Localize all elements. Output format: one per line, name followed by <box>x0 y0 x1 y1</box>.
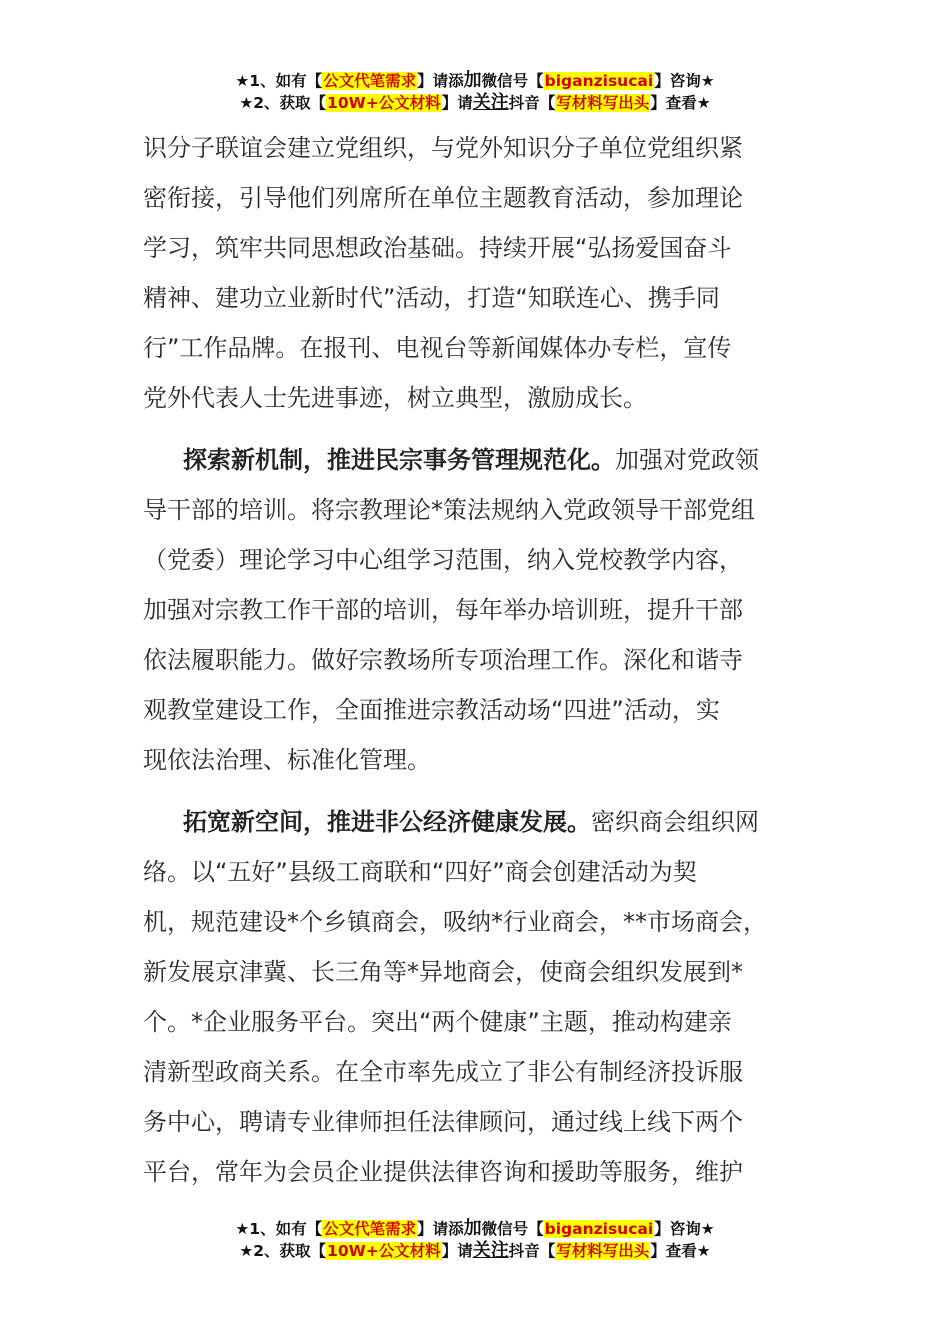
banner-text: ★1、如有【 <box>235 72 323 90</box>
banner-text: 】请 <box>441 94 473 112</box>
banner-text: 】查看★ <box>650 1242 711 1260</box>
text-line: （党委）理论学习中心组学习范围，纳入党校教学内容， <box>143 546 743 574</box>
text-line: 清新型政商关系。在全市率先成立了非公有制经济投诉服 <box>143 1058 743 1086</box>
text-fragment: 密织商会组织网 <box>591 808 759 836</box>
banner-emphasis: 加 <box>463 70 482 91</box>
text-line: 行”工作品牌。在报刊、电视台等新闻媒体办专栏，宣传 <box>143 334 732 362</box>
text-line: 务中心，聘请专业律师担任法律顾问，通过线上线下两个 <box>143 1108 743 1136</box>
text-line: 依法履职能力。做好宗教场所专项治理工作。深化和谐寺 <box>143 646 743 674</box>
text-line: 识分子联谊会建立党组织，与党外知识分子单位党组织紧 <box>143 134 743 162</box>
paragraph-2 <box>143 435 833 785</box>
banner-highlight: 公文代笔需求 <box>323 72 417 90</box>
banner-emphasis: 关注 <box>472 92 509 113</box>
footer-banner <box>0 1218 950 1262</box>
text-fragment: 加强对党政领 <box>615 446 759 474</box>
paragraph-1 <box>143 123 833 423</box>
text-line: 观教堂建设工作，全面推进宗教活动场“四进”活动，实 <box>143 696 720 724</box>
banner-text: 微信号【 <box>481 1220 544 1238</box>
text-line: 机，规范建设*个乡镇商会，吸纳*行业商会，**市场商会， <box>143 908 767 936</box>
banner-highlight: 公文代笔需求 <box>323 1220 417 1238</box>
text-line: 现依法治理、标准化管理。 <box>143 746 431 774</box>
banner-text: 】咨询★ <box>654 1220 715 1238</box>
text-line <box>143 435 833 485</box>
banner-emphasis: 加 <box>463 1218 482 1239</box>
text-line: 精神、建功立业新时代”活动，打造“知联连心、携手同 <box>143 284 720 312</box>
text-line: 个。*企业服务平台。突出“两个健康”主题，推动构建亲 <box>143 1008 732 1036</box>
banner-text: 】请 <box>441 1242 473 1260</box>
banner-text: 抖音【 <box>508 94 556 112</box>
banner-text: ★2、获取【 <box>239 94 327 112</box>
banner-highlight: biganzisucai <box>544 72 654 90</box>
text-line: 学习，筑牢共同思想政治基础。持续开展“弘扬爱国奋斗 <box>143 234 732 262</box>
banner-highlight: 10W+公文材料 <box>327 1242 441 1260</box>
banner-emphasis: 关注 <box>472 1240 509 1261</box>
banner-text: 抖音【 <box>508 1242 556 1260</box>
text-line: 导干部的培训。将宗教理论*策法规纳入党政领导干部党组 <box>143 496 755 524</box>
text-line: 党外代表人士先进事迹，树立典型，激励成长。 <box>143 384 647 412</box>
banner-highlight: 写材料写出头 <box>556 1242 650 1260</box>
section-heading: 探索新机制，推进民宗事务管理规范化。 <box>183 446 615 474</box>
banner-highlight: 写材料写出头 <box>556 94 650 112</box>
text-line <box>143 797 833 847</box>
banner-text: 】咨询★ <box>654 72 715 90</box>
paragraph-3 <box>143 797 833 1197</box>
banner-line-1 <box>0 70 950 92</box>
banner-text: 微信号【 <box>481 72 544 90</box>
banner-line-1 <box>0 1218 950 1240</box>
banner-highlight: biganzisucai <box>544 1220 654 1238</box>
banner-line-2 <box>0 1240 950 1262</box>
text-line: 新发展京津冀、长三角等*异地商会，使商会组织发展到* <box>143 958 743 986</box>
text-line: 密衔接，引导他们列席所在单位主题教育活动，参加理论 <box>143 184 743 212</box>
header-banner <box>0 70 950 114</box>
banner-text: 】请添 <box>417 1220 464 1238</box>
text-line: 络。以“五好”县级工商联和“四好”商会创建活动为契 <box>143 858 697 886</box>
banner-text: ★1、如有【 <box>235 1220 323 1238</box>
document-body <box>143 123 833 1197</box>
section-heading: 拓宽新空间，推进非公经济健康发展。 <box>183 808 591 836</box>
banner-line-2 <box>0 92 950 114</box>
text-line: 加强对宗教工作干部的培训，每年举办培训班，提升干部 <box>143 596 743 624</box>
banner-text: ★2、获取【 <box>239 1242 327 1260</box>
text-line: 平台，常年为会员企业提供法律咨询和援助等服务，维护 <box>143 1158 743 1186</box>
banner-highlight: 10W+公文材料 <box>327 94 441 112</box>
banner-text: 】查看★ <box>650 94 711 112</box>
banner-text: 】请添 <box>417 72 464 90</box>
